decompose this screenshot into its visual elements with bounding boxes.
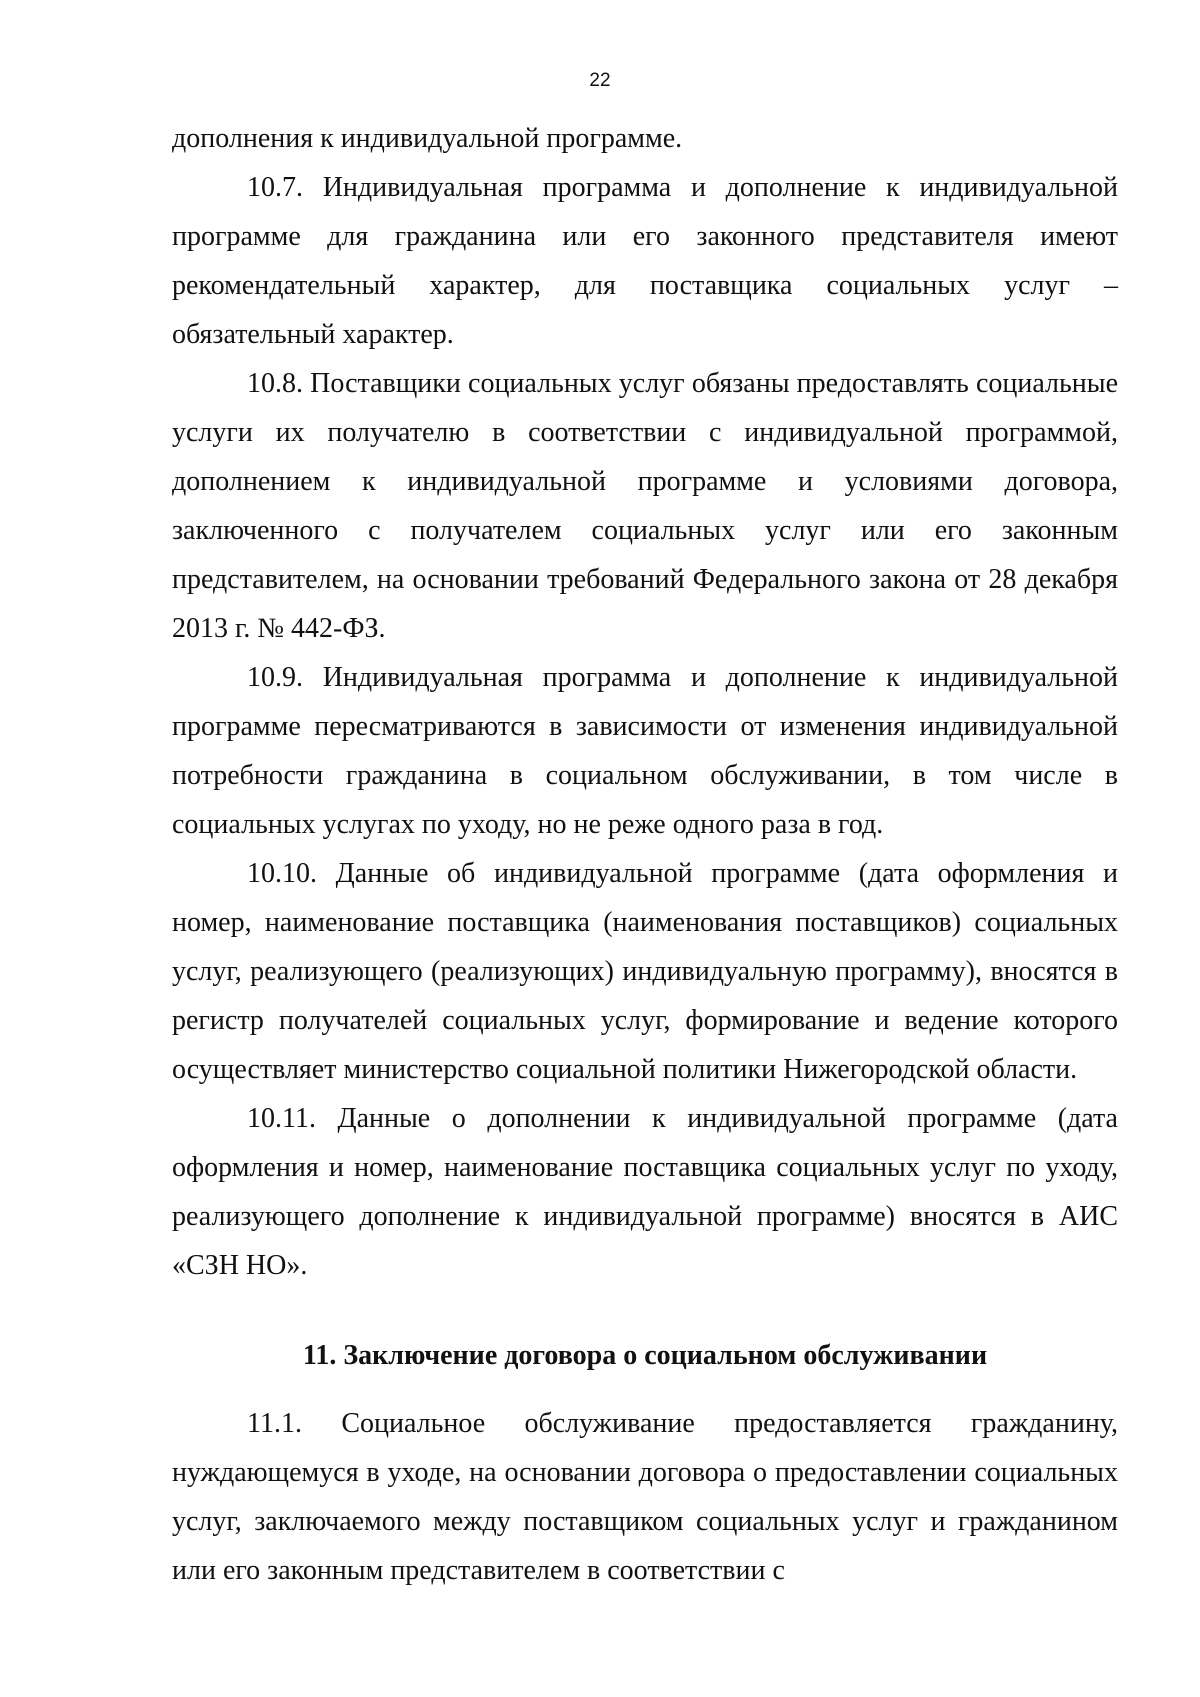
- document-body: [172, 114, 1118, 1595]
- paragraph-10-8: 10.8. Поставщики социальных услуг обязаны предоставлять социальные услуги их получателю в соответствии с индивидуальной программой, дополнением к индивидуальной программе и условиями договора, заключенного с получателем социальных услуг или его законным представителем, на основании требований Федерального закона от 28 декабря 2013 г. № 442-ФЗ.: [172, 368, 1118, 644]
- page-number: 22: [589, 70, 611, 91]
- paragraph-10-9: 10.9. Индивидуальная программа и дополнение к индивидуальной программе пересматриваются в зависимости от изменения индивидуальной потребности гражданина в социальном обслуживании, в том числе в социальных услугах по уходу, но не реже одного раза в год.: [172, 662, 1118, 840]
- paragraph-11-1: 11.1. Социальное обслуживание предоставляется гражданину, нуждающемуся в уходе, на основании договора о предоставлении социальных услуг, заключаемого между поставщиком социальных услуг и гражданином или его законным представителем в соответствии с: [172, 1408, 1118, 1586]
- continuation-line: дополнения к индивидуальной программе.: [172, 123, 683, 154]
- paragraph-10-11: 10.11. Данные о дополнении к индивидуальной программе (дата оформления и номер, наименование поставщика социальных услуг по уходу, реализующего дополнение к индивидуальной программе) вносятся в АИС «СЗН НО».: [172, 1103, 1118, 1281]
- paragraph-10-10: 10.10. Данные об индивидуальной программе (дата оформления и номер, наименование поставщика (наименования поставщиков) социальных услуг, реализующего (реализующих) индивидуальную программу), вносятся в регистр получателей социальных услуг, формирование и ведение которого осуществляет министерство социальной политики Нижегородской области.: [172, 858, 1118, 1085]
- section-11-heading: 11. Заключение договора о социальном обслуживании: [302, 1340, 988, 1371]
- paragraph-10-7: 10.7. Индивидуальная программа и дополнение к индивидуальной программе для гражданина или его законного представителя имеют рекомендательный характер, для поставщика социальных услуг – обязательный характер.: [172, 172, 1118, 350]
